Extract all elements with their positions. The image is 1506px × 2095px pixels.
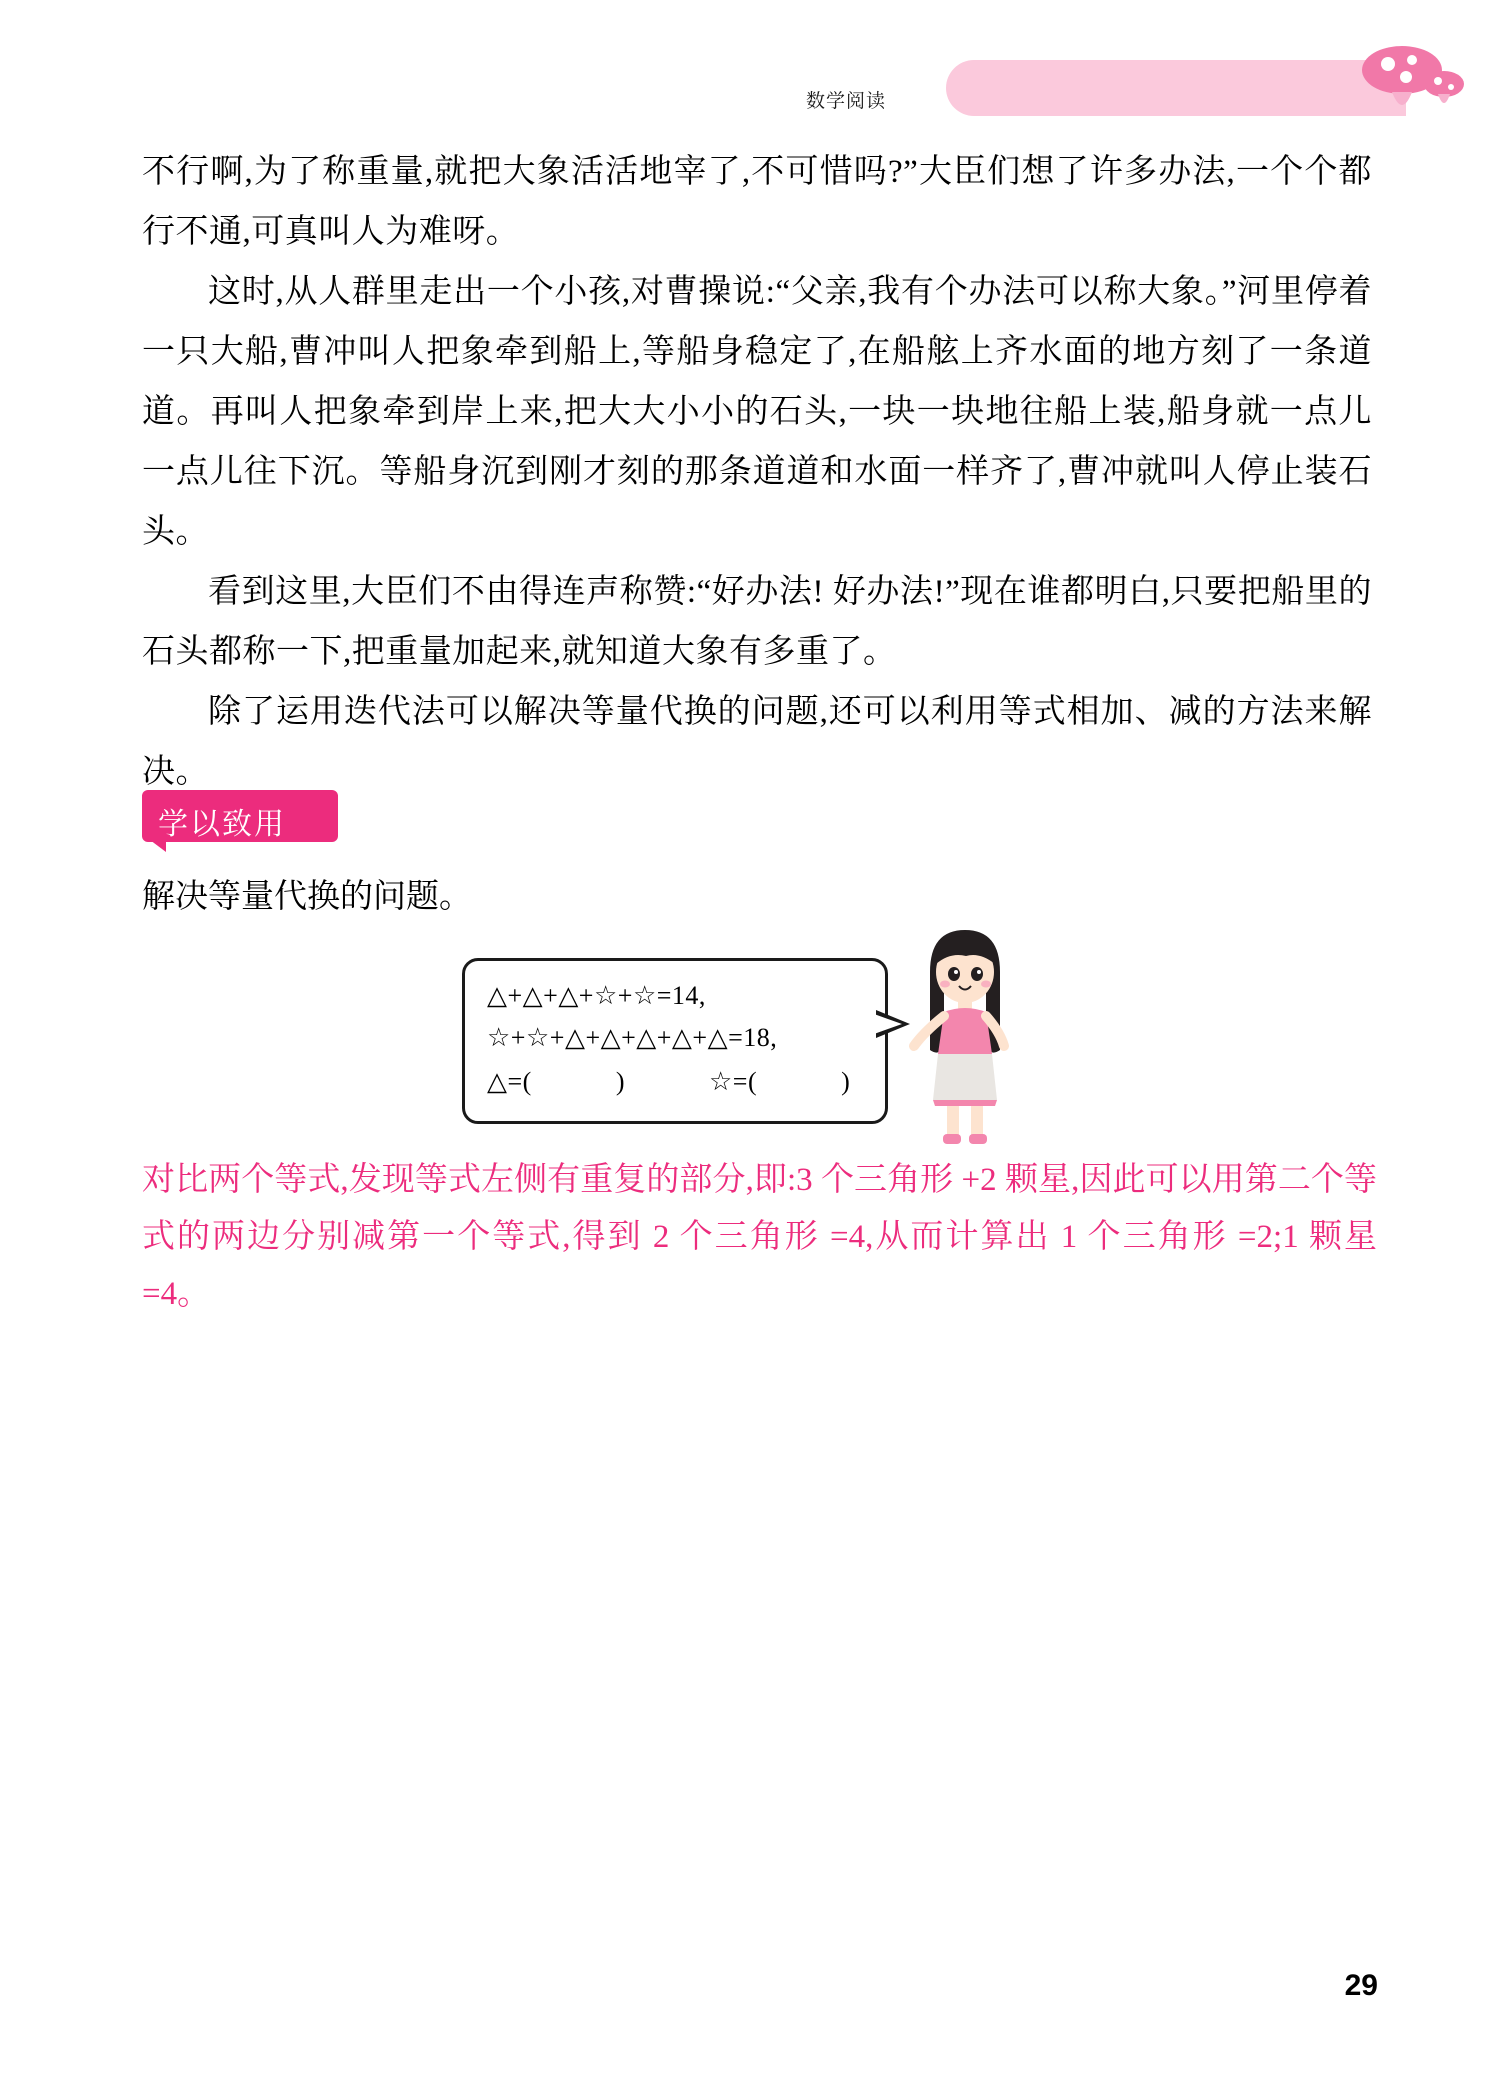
paragraph-3: 看到这里,大臣们不由得连声称赞:“好办法! 好办法!”现在谁都明白,只要把船里的石头都称一下,把重量加起来,就知道大象有多重了。 — [142, 574, 1372, 670]
bubble-tail-inner — [874, 1014, 902, 1034]
triangle-answer-close: ) — [615, 1067, 625, 1096]
girl-illustration-icon — [900, 920, 1030, 1150]
page-header — [0, 60, 1506, 122]
star-answer-open: ☆=( — [709, 1067, 758, 1096]
header-badge — [946, 60, 1406, 116]
answer-explanation: 对比两个等式,发现等式左侧有重复的部分,即:3 个三角形 +2 颗星,因此可以用第二个等式的两边分别减第一个等式,得到 2 个三角形 =4,从而计算出 1 个三角形 =2;1 颗星 =4。 — [142, 1162, 1377, 1312]
paragraph-4: 除了运用迭代法可以解决等量代换的问题,还可以利用等式相加、减的方法来解决。 — [142, 694, 1372, 790]
page-number: 29 — [1344, 1969, 1378, 2002]
section-tag-label: 学以致用 — [158, 808, 286, 841]
mushroom-icon — [1348, 44, 1468, 118]
triangle-answer-open: △=( — [487, 1067, 532, 1096]
header-title: 数学阅读 — [805, 91, 886, 112]
answer-blanks — [487, 1067, 850, 1097]
star-answer-close: ) — [841, 1067, 851, 1096]
paragraph-2: 这时,从人群里走出一个小孩,对曹操说:“父亲,我有个办法可以称大象。”河里停着一只大船,曹冲叫人把象牵到船上,等船身稳定了,在船舷上齐水面的地方刻了一条道道。再叫人把象牵到岸上来,把大大小小的石头,一块一块地往船上装,船身就一点儿一点儿往下沉。等船身沉到刚才刻的那条道道和水面一样齐了,曹冲就叫人停止装石头。 — [142, 274, 1372, 550]
header-badge-label: 小学题帮 — [30, 82, 115, 103]
problem-bubble — [462, 958, 888, 1124]
article-body — [142, 142, 1372, 802]
section-tag — [142, 790, 338, 842]
paragraph-1: 不行啊,为了称重量,就把大象活活地宰了,不可惜吗?”大臣们想了许多办法,一个个都行不通,可真叫人为难呀。 — [142, 154, 1372, 250]
equation-1: △+△+△+☆+☆=14, — [487, 981, 706, 1010]
equation-2: ☆+☆+△+△+△+△+△=18, — [487, 1023, 778, 1052]
task-text: 解决等量代换的问题。 — [142, 879, 472, 915]
